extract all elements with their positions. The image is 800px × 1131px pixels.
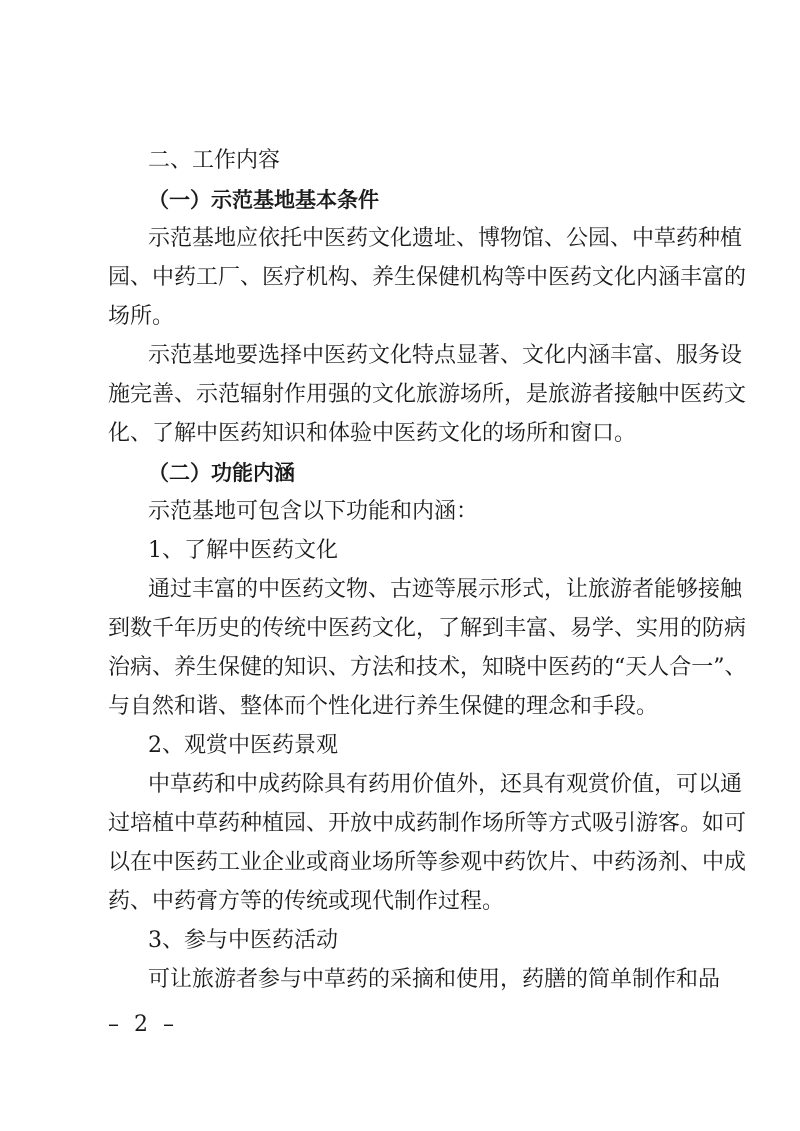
paragraph-line: 示范基地应依托中医药文化遗址、博物馆、公园、中草药种植 (148, 226, 743, 251)
paragraph-line: 药、中药膏方等的传统或现代制作过程。 (108, 889, 505, 914)
paragraph-line: 与自然和谐、整体而个性化进行养生保健的理念和手段。 (108, 694, 659, 719)
paragraph-line: 施完善、示范辐射作用强的文化旅游场所，是旅游者接触中医药文 (108, 382, 747, 407)
paragraph-line: 治病、养生保健的知识、方法和技术，知晓中医药的“天人合一”、 (108, 655, 747, 680)
paragraph-line: 示范基地要选择中医药文化特点显著、文化内涵丰富、服务设 (148, 343, 743, 368)
item-heading: 1、了解中医药文化 (148, 538, 338, 563)
paragraph-line: 通过丰富的中医药文物、古迹等展示形式，让旅游者能够接触 (148, 577, 743, 602)
paragraph-line: 示范基地可包含以下功能和内涵： (148, 499, 479, 524)
paragraph-line: 过培植中草药种植园、开放中成药制作场所等方式吸引游客。如可 (108, 811, 747, 836)
subsection-heading: （一）示范基地基本条件 (148, 188, 379, 212)
paragraph-line: 到数千年历史的传统中医药文化，了解到丰富、易学、实用的防病 (108, 616, 747, 641)
paragraph-line: 园、中药工厂、医疗机构、养生保健机构等中医药文化内涵丰富的 (108, 265, 747, 290)
paragraph-line: 场所。 (108, 304, 175, 329)
item-heading: 3、参与中医药活动 (148, 928, 338, 953)
paragraph-line: 中草药和中成药除具有药用价值外，还具有观赏价值，可以通 (148, 772, 743, 797)
page-number: – 2 – (108, 1012, 178, 1037)
paragraph-line: 化、了解中医药知识和体验中医药文化的场所和窗口。 (108, 421, 637, 446)
section-heading: 二、工作内容 (148, 148, 281, 173)
item-heading: 2、观赏中医药景观 (148, 733, 338, 758)
paragraph-line: 以在中医药工业企业或商业场所等参观中药饮片、中药汤剂、中成 (108, 850, 747, 875)
paragraph-line: 可让旅游者参与中草药的采摘和使用，药膳的简单制作和品 (148, 967, 721, 992)
subsection-heading: （二）功能内涵 (148, 461, 295, 485)
